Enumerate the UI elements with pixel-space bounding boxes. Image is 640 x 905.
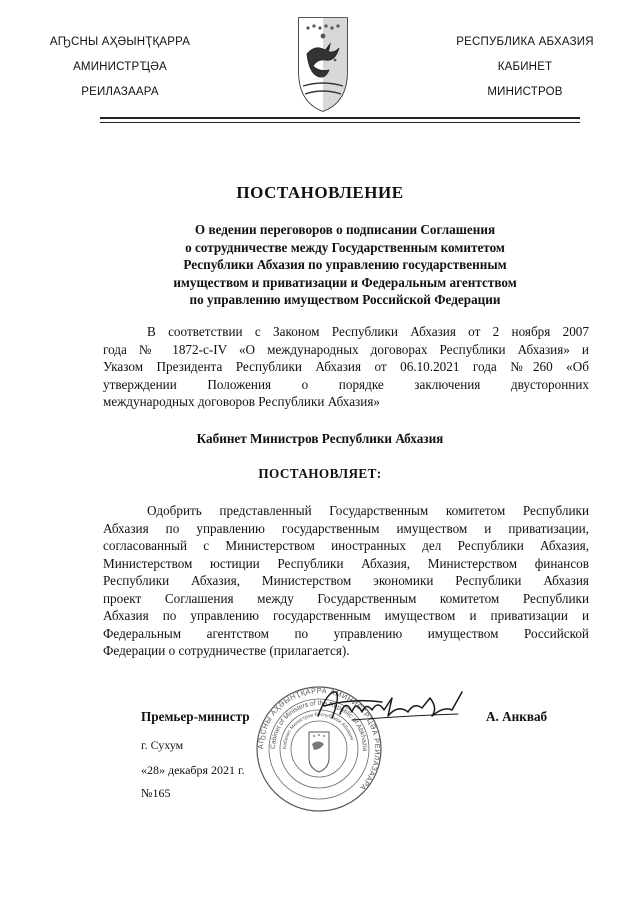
subject-line: Республики Абхазия по управлению государственным [183,257,507,272]
operative-line: Федерации о сотрудничестве (прилагается). [103,643,350,658]
state-emblem [295,14,351,114]
header-left-line-1: АҦСНЫ АҲӘЫНҬҚАРРА [49,36,191,48]
signatory-title: Премьер-министр [141,709,250,724]
header-right-block [430,30,620,105]
preamble-line: Указом Президента Республики Абхазия от 06.10.2021 года №260 «Об [103,359,589,374]
header-right-line-1: РЕСПУБЛИКА АБХАЗИЯ [456,36,594,48]
signatory-name: А. Анкваб [486,709,548,724]
preamble-line: В соответствии с Законом Республики Абхазия от 2 ноября 2007 [147,324,589,339]
operative-line: Министерством юстиции Республики Абхазия, Министерством финансов [103,555,589,571]
document-subject [100,221,590,309]
seal-outer-text: АҦСНЫ АҲӘЫНҬҚАРРА АМИНИСТРҴӘА РЕИЛАЗААРА [256,686,382,793]
resolves-heading: ПОСТАНОВЛЯЕТ: [258,466,382,481]
preamble-line: международных договоров Республики Абхазия» [103,394,380,409]
header-right-line-2: КАБИНЕТ [497,61,553,73]
header-rule-thick [100,117,580,119]
subject-line: по управлению имуществом Российской Федерации [189,292,501,307]
operative-line: Абхазия по управлению государственным имуществом и приватизации и [103,608,589,623]
place-of-issue: г. Сухум [141,738,184,752]
operative-line: согласованный с Министерством иностранных дел Республики Абхазия, [103,538,589,553]
subject-line: О ведении переговоров о подписании Соглашения [194,222,496,237]
seal-middle-text: Cabinet of Ministers of the Republic of Abkhazia [269,699,369,752]
issuer-heading: Кабинет Министров Республики Абхазия [196,431,444,446]
header-left-line-2: АМИНИСТРҴӘА [73,61,167,73]
document-number: №165 [141,786,171,800]
subject-line: о сотрудничестве между Государственным комитетом [185,239,505,255]
header-left-line-3: РЕИЛАЗААРА [81,86,159,98]
document-title: ПОСТАНОВЛЕНИЕ [236,183,404,202]
handwritten-signature [312,686,472,732]
header-left-block [25,30,215,105]
operative-line: проект Соглашения между Государственным комитетом Республики [103,590,589,606]
operative-line: Одобрить представленный Государственным комитетом Республики [147,503,589,518]
subject-line: имуществом и приватизации и Федеральным агентством [173,274,517,290]
preamble-line: утверждении Положения о порядке заключения двусторонних [103,376,589,392]
operative-line: Абхазия по управлению государственным имуществом и приватизации, [103,520,589,536]
header-rule-thin [100,122,580,123]
preamble-line: года № 1872-с-IV «О международных договорах Республики Абхазия» и [103,341,589,357]
operative-line: Республики Абхазия, Министерством экономики Республики Абхазия [103,573,589,588]
header-right-line-3: МИНИСТРОВ [487,86,563,98]
date-of-issue: «28» декабря 2021 г. [141,763,245,777]
seal-inner-text: Кабинет Министров Республики Абхазия [281,711,355,750]
operative-line: Федеральным агентством по управлению имуществом Российской [103,625,589,641]
preamble-paragraph [103,323,589,411]
operative-paragraph [103,502,589,660]
